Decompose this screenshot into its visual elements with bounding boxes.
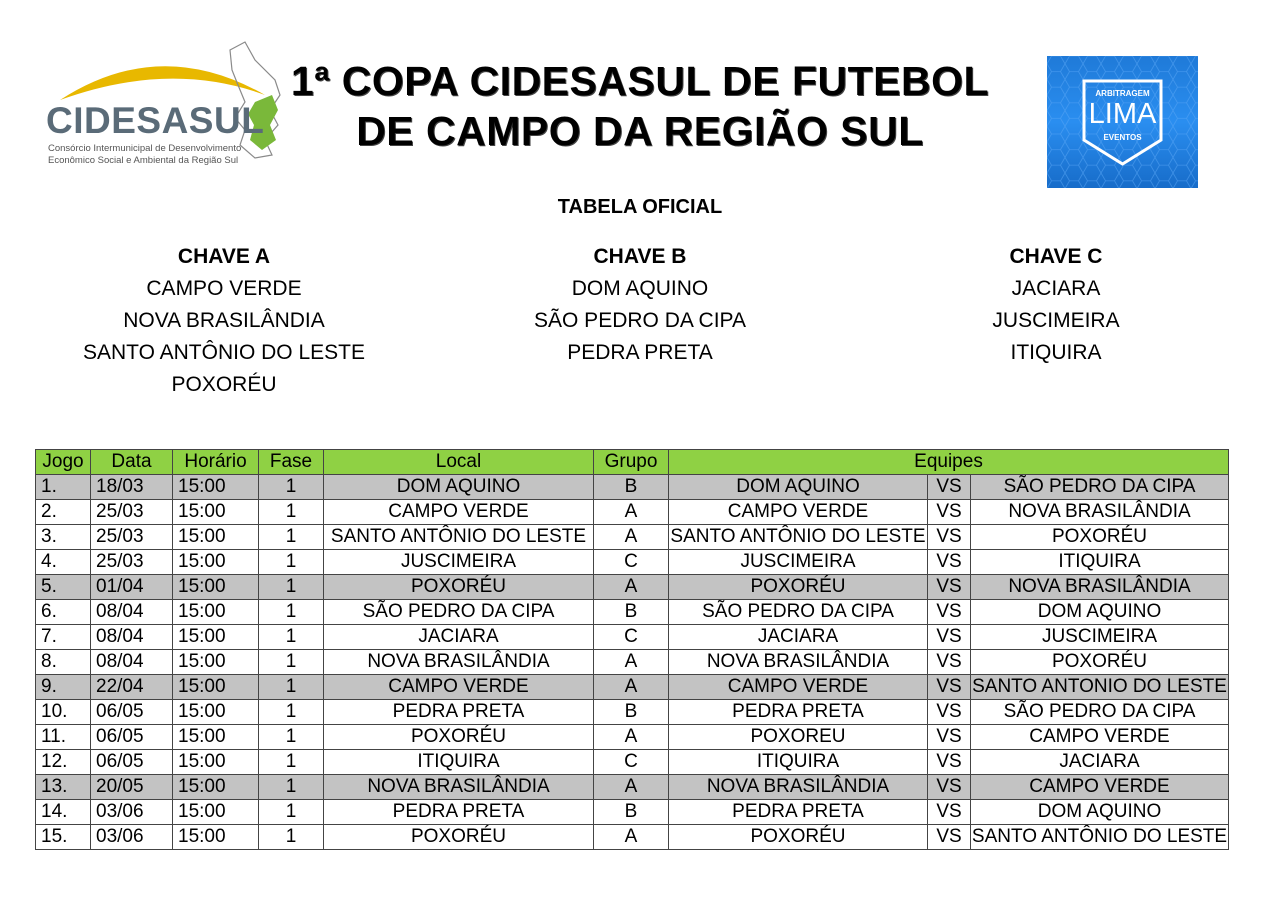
match-venue: JACIARA <box>324 625 594 650</box>
col-header-equipes: Equipes <box>669 450 1229 475</box>
col-header-grupo: Grupo <box>594 450 669 475</box>
match-date: 03/06 <box>91 800 173 825</box>
table-row <box>36 600 1229 625</box>
match-group: C <box>594 625 669 650</box>
table-row <box>36 675 1229 700</box>
versus-label: VS <box>928 725 971 750</box>
home-team: PEDRA PRETA <box>669 700 928 725</box>
col-header-local: Local <box>324 450 594 475</box>
match-phase: 1 <box>259 475 324 500</box>
versus-label: VS <box>928 575 971 600</box>
match-date: 08/04 <box>91 625 173 650</box>
match-phase: 1 <box>259 800 324 825</box>
group-team: ITIQUIRA <box>1010 341 1102 364</box>
title-line-1: 1ª COPA CIDESASUL DE FUTEBOL <box>290 58 990 104</box>
match-phase: 1 <box>259 775 324 800</box>
versus-label: VS <box>928 500 971 525</box>
title-line-2: DE CAMPO DA REGIÃO SUL <box>356 108 924 154</box>
match-phase: 1 <box>259 725 324 750</box>
match-venue: CAMPO VERDE <box>324 675 594 700</box>
home-team: PEDRA PRETA <box>669 800 928 825</box>
match-date: 01/04 <box>91 575 173 600</box>
match-date: 18/03 <box>91 475 173 500</box>
match-venue: POXORÉU <box>324 825 594 850</box>
home-team: SANTO ANTÔNIO DO LESTE <box>669 525 928 550</box>
match-phase: 1 <box>259 650 324 675</box>
versus-label: VS <box>928 625 971 650</box>
match-venue: JUSCIMEIRA <box>324 550 594 575</box>
match-number: 13. <box>36 775 91 800</box>
table-row <box>36 775 1229 800</box>
match-group: B <box>594 600 669 625</box>
home-team: POXORÉU <box>669 825 928 850</box>
table-row <box>36 550 1229 575</box>
table-row <box>36 525 1229 550</box>
match-date: 06/05 <box>91 750 173 775</box>
group-team: NOVA BRASILÂNDIA <box>123 309 325 332</box>
match-date: 08/04 <box>91 600 173 625</box>
versus-label: VS <box>928 700 971 725</box>
versus-label: VS <box>928 600 971 625</box>
match-time: 15:00 <box>173 650 259 675</box>
home-team: CAMPO VERDE <box>669 500 928 525</box>
match-venue: ITIQUIRA <box>324 750 594 775</box>
match-phase: 1 <box>259 675 324 700</box>
group-c <box>876 241 1236 369</box>
group-team: POXORÉU <box>171 373 277 396</box>
match-date: 03/06 <box>91 825 173 850</box>
group-team: SÃO PEDRO DA CIPA <box>534 309 746 332</box>
match-time: 15:00 <box>173 725 259 750</box>
match-number: 11. <box>36 725 91 750</box>
match-phase: 1 <box>259 575 324 600</box>
group-team: JACIARA <box>1011 277 1101 300</box>
group-team: DOM AQUINO <box>571 277 709 300</box>
logo-subtitle-line1: Consórcio Intermunicipal de Desenvolvimento <box>48 143 242 154</box>
table-row <box>36 475 1229 500</box>
group-title: CHAVE B <box>593 245 687 268</box>
match-group: A <box>594 650 669 675</box>
match-time: 15:00 <box>173 600 259 625</box>
away-team: ITIQUIRA <box>971 550 1229 575</box>
lima-eventos-logo <box>1047 56 1198 188</box>
home-team: SÃO PEDRO DA CIPA <box>669 600 928 625</box>
match-date: 06/05 <box>91 725 173 750</box>
table-row <box>36 650 1229 675</box>
table-row <box>36 575 1229 600</box>
match-date: 06/05 <box>91 700 173 725</box>
table-row <box>36 700 1229 725</box>
group-team: PEDRA PRETA <box>567 341 713 364</box>
col-header-data: Data <box>91 450 173 475</box>
match-group: A <box>594 525 669 550</box>
match-time: 15:00 <box>173 525 259 550</box>
away-team: NOVA BRASILÂNDIA <box>971 500 1229 525</box>
match-group: A <box>594 575 669 600</box>
home-team: NOVA BRASILÂNDIA <box>669 650 928 675</box>
match-group: B <box>594 700 669 725</box>
match-number: 1. <box>36 475 91 500</box>
match-time: 15:00 <box>173 675 259 700</box>
home-team: ITIQUIRA <box>669 750 928 775</box>
match-group: B <box>594 800 669 825</box>
match-group: A <box>594 675 669 700</box>
table-row <box>36 725 1229 750</box>
match-group: A <box>594 775 669 800</box>
versus-label: VS <box>928 650 971 675</box>
match-number: 9. <box>36 675 91 700</box>
group-title: CHAVE C <box>1009 245 1103 268</box>
table-row <box>36 625 1229 650</box>
table-row <box>36 750 1229 775</box>
match-number: 15. <box>36 825 91 850</box>
col-header-fase: Fase <box>259 450 324 475</box>
match-phase: 1 <box>259 825 324 850</box>
col-header-horario: Horário <box>173 450 259 475</box>
home-team: JUSCIMEIRA <box>669 550 928 575</box>
col-header-jogo: Jogo <box>36 450 91 475</box>
versus-label: VS <box>928 475 971 500</box>
home-team: JACIARA <box>669 625 928 650</box>
match-time: 15:00 <box>173 750 259 775</box>
away-team: DOM AQUINO <box>971 800 1229 825</box>
away-team: CAMPO VERDE <box>971 775 1229 800</box>
away-team: DOM AQUINO <box>971 600 1229 625</box>
away-team: POXORÉU <box>971 525 1229 550</box>
away-team: SANTO ANTÔNIO DO LESTE <box>971 825 1229 850</box>
versus-label: VS <box>928 825 971 850</box>
match-date: 08/04 <box>91 650 173 675</box>
match-number: 12. <box>36 750 91 775</box>
group-b <box>460 241 820 369</box>
match-number: 14. <box>36 800 91 825</box>
match-time: 15:00 <box>173 775 259 800</box>
match-phase: 1 <box>259 550 324 575</box>
match-group: A <box>594 825 669 850</box>
home-team: POXORÉU <box>669 575 928 600</box>
match-venue: PEDRA PRETA <box>324 700 594 725</box>
versus-label: VS <box>928 550 971 575</box>
match-group: C <box>594 550 669 575</box>
match-venue: POXORÉU <box>324 575 594 600</box>
table-row <box>36 500 1229 525</box>
versus-label: VS <box>928 775 971 800</box>
match-phase: 1 <box>259 525 324 550</box>
match-time: 15:00 <box>173 575 259 600</box>
home-team: POXOREU <box>669 725 928 750</box>
versus-label: VS <box>928 800 971 825</box>
match-time: 15:00 <box>173 550 259 575</box>
match-date: 20/05 <box>91 775 173 800</box>
match-phase: 1 <box>259 750 324 775</box>
match-venue: SANTO ANTÔNIO DO LESTE <box>324 525 594 550</box>
away-team: JACIARA <box>971 750 1229 775</box>
schedule-table <box>35 449 1229 850</box>
match-venue: NOVA BRASILÂNDIA <box>324 650 594 675</box>
away-team: NOVA BRASILÂNDIA <box>971 575 1229 600</box>
away-team: CAMPO VERDE <box>971 725 1229 750</box>
match-time: 15:00 <box>173 800 259 825</box>
home-team: NOVA BRASILÂNDIA <box>669 775 928 800</box>
match-venue: NOVA BRASILÂNDIA <box>324 775 594 800</box>
match-group: A <box>594 725 669 750</box>
home-team: DOM AQUINO <box>669 475 928 500</box>
table-row <box>36 825 1229 850</box>
logo-right-top: ARBITRAGEM <box>1095 89 1150 98</box>
match-time: 15:00 <box>173 500 259 525</box>
match-number: 4. <box>36 550 91 575</box>
match-phase: 1 <box>259 700 324 725</box>
away-team: JUSCIMEIRA <box>971 625 1229 650</box>
match-number: 6. <box>36 600 91 625</box>
away-team: SÃO PEDRO DA CIPA <box>971 475 1229 500</box>
match-venue: CAMPO VERDE <box>324 500 594 525</box>
match-venue: POXORÉU <box>324 725 594 750</box>
logo-right-main: LIMA <box>1088 98 1157 130</box>
match-number: 3. <box>36 525 91 550</box>
match-group: A <box>594 500 669 525</box>
match-group: B <box>594 475 669 500</box>
section-title: TABELA OFICIAL <box>557 196 723 218</box>
match-time: 15:00 <box>173 475 259 500</box>
match-time: 15:00 <box>173 700 259 725</box>
match-time: 15:00 <box>173 825 259 850</box>
page-title <box>270 56 1010 156</box>
group-team: CAMPO VERDE <box>146 277 302 300</box>
match-date: 22/04 <box>91 675 173 700</box>
away-team: SÃO PEDRO DA CIPA <box>971 700 1229 725</box>
match-number: 2. <box>36 500 91 525</box>
group-title: CHAVE A <box>177 245 271 268</box>
away-team: SANTO ANTONIO DO LESTE <box>971 675 1229 700</box>
match-phase: 1 <box>259 625 324 650</box>
match-number: 7. <box>36 625 91 650</box>
match-venue: PEDRA PRETA <box>324 800 594 825</box>
match-venue: DOM AQUINO <box>324 475 594 500</box>
match-phase: 1 <box>259 500 324 525</box>
match-group: C <box>594 750 669 775</box>
match-time: 15:00 <box>173 625 259 650</box>
logo-right-bottom: EVENTOS <box>1103 133 1142 142</box>
away-team: POXORÉU <box>971 650 1229 675</box>
match-number: 8. <box>36 650 91 675</box>
match-phase: 1 <box>259 600 324 625</box>
logo-name: CIDESASUL <box>46 100 265 141</box>
table-row <box>36 800 1229 825</box>
match-venue: SÃO PEDRO DA CIPA <box>324 600 594 625</box>
versus-label: VS <box>928 750 971 775</box>
match-number: 10. <box>36 700 91 725</box>
match-number: 5. <box>36 575 91 600</box>
match-date: 25/03 <box>91 500 173 525</box>
group-team: JUSCIMEIRA <box>992 309 1120 332</box>
home-team: CAMPO VERDE <box>669 675 928 700</box>
cidesasul-logo <box>40 40 290 170</box>
versus-label: VS <box>928 525 971 550</box>
logo-subtitle-line2: Econômico Social e Ambiental da Região Sul <box>48 155 239 166</box>
table-header-row <box>36 450 1229 475</box>
match-date: 25/03 <box>91 550 173 575</box>
group-team: SANTO ANTÔNIO DO LESTE <box>82 341 365 364</box>
match-date: 25/03 <box>91 525 173 550</box>
versus-label: VS <box>928 675 971 700</box>
group-a <box>44 241 404 401</box>
